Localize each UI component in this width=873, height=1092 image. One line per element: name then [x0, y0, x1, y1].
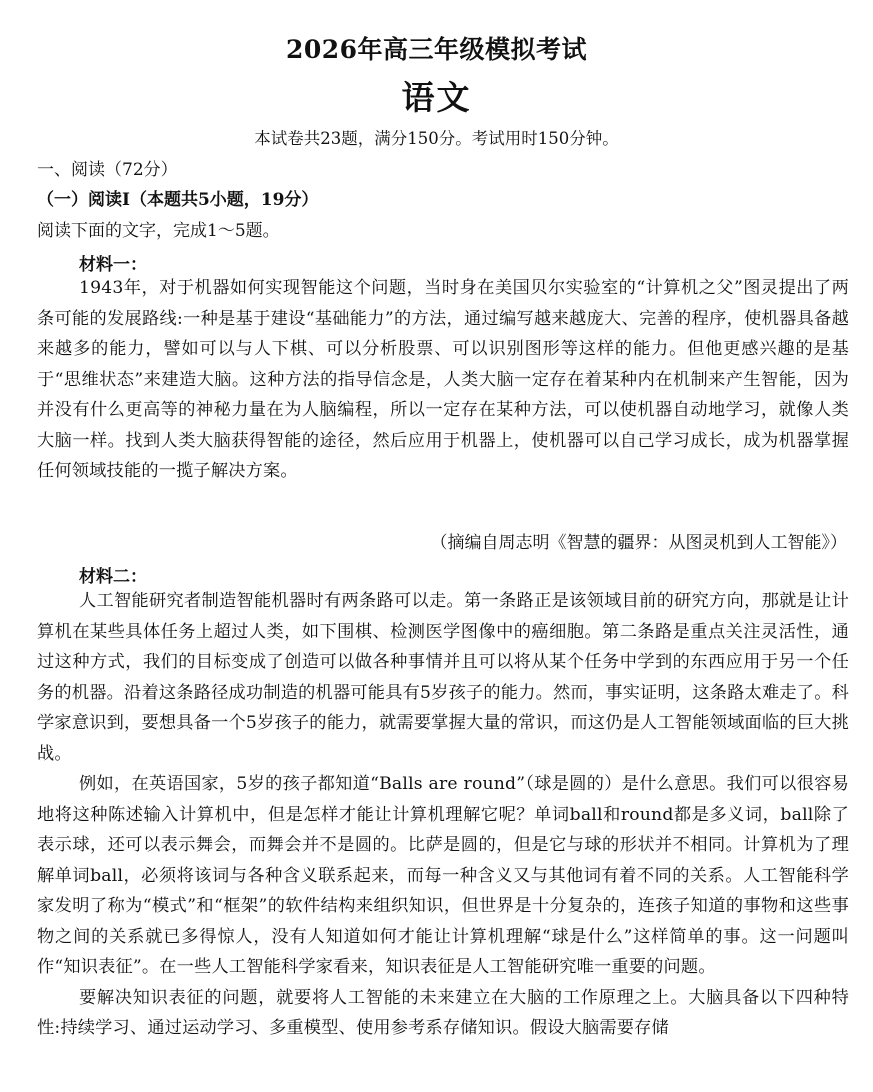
material2-paragraph: 例如，在英语国家，5岁的孩子都知道“Balls are round”（球是圆的）是什么意思。我们可以很容易地将这种陈述输入计算机中，但是怎样才能让计算机理解它呢？单词ball和round都是多义词，ball除了表示球，还可以表示舞会，而舞会并不是圆的。比萨是圆的，但是它与球的形状并不相同。计算机为了理解单词ball，必须将该词与各种含义联系起来，而每一种含义又与其他词有着不同的关系。人工智能科学家发明了称为“模式”和“框架”的软件结构来组织知识，但世界是十分复杂的，连孩子知道的事物和这些事物之间的关系就已多得惊人，没有人知道如何才能让计算机理解“球是什么”这样简单的事。这一问题叫作“知识表征”。在一些人工智能科学家看来，知识表征是人工智能研究唯一重要的问题。 — [37, 774, 849, 977]
material1-body — [37, 273, 849, 487]
material2-paragraph: 要解决知识表征的问题，就要将人工智能的未来建立在大脑的工作原理之上。大脑具备以下四种特性:持续学习、通过运动学习、多重模型、使用参考系存储知识。假设大脑需要存储 — [37, 987, 849, 1038]
material1-paragraph: 1943年，对于机器如何实现智能这个问题，当时身在美国贝尔实验室的“计算机之父”图灵提出了两条可能的发展路线:一种是基于建设“基础能力”的方法，通过编写越来越庞大、完善的程序，使机器具备越来越多的能力，譬如可以与人下棋、可以分析股票、可以识别图形等这样的能力。但他更感兴趣的是基于“思维状态”来建造大脑。这种方法的指导信念是，人类大脑一定存在着某种内在机制来产生智能，因为并没有什么更高等的神秘力量在为人脑编程，所以一定存在某种方法，可以使机器自动地学习，就像人类大脑一样。找到人类大脑获得智能的途径，然后应用于机器上，使机器可以自己学习成长，成为机器掌握任何领域技能的一揽子解决方案。 — [37, 278, 849, 481]
material2-body — [37, 586, 849, 1044]
material2-label: 材料二： — [79, 567, 147, 587]
subject-title: 语文 — [401, 78, 472, 117]
material1-label: 材料一： — [79, 255, 147, 275]
exam-title: 2026年高三年级模拟考试 — [285, 35, 588, 64]
instruction-text: 阅读下面的文字，完成1～5题。 — [37, 221, 280, 241]
exam-info: 本试卷共23题，满分150分。考试用时150分钟。 — [254, 129, 619, 148]
material2-paragraph: 人工智能研究者制造智能机器时有两条路可以走。第一条路正是该领域目前的研究方向，那就是让计算机在某些具体任务上超过人类，如下围棋、检测医学图像中的癌细胞。第二条路是重点关注灵活性，通过这种方式，我们的目标变成了创造可以做各种事情并且可以将从某个任务中学到的东西应用于另一个任务的机器。沿着这条路径成功制造的机器可能具有5岁孩子的能力。然而，事实证明，这条路太难走了。科学家意识到，要想具备一个5岁孩子的能力，就需要掌握大量的常识，而这仍是人工智能领域面临的巨大挑战。 — [37, 591, 849, 764]
material1-source: （摘编自周志明《智慧的疆界：从图灵机到人工智能》） — [430, 533, 847, 553]
subsection-heading: （一）阅读Ⅰ（本题共5小题，19分） — [37, 190, 319, 210]
section-heading: 一、阅读（72分） — [37, 160, 178, 180]
